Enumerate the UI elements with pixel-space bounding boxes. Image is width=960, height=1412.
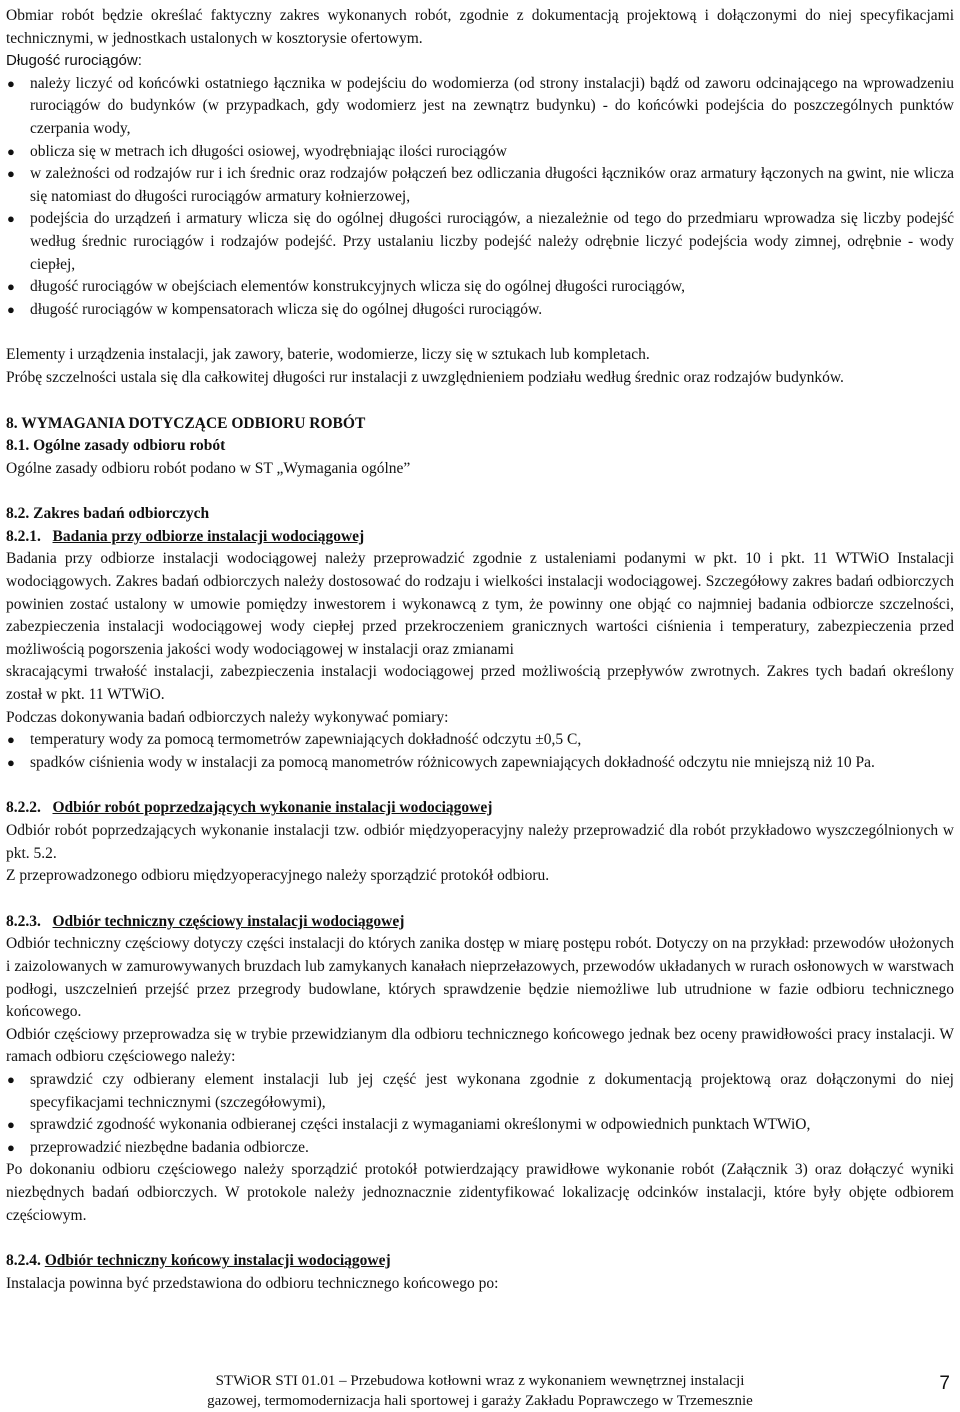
- list-item: ● długość rurociągów w kompensatorach wlicza się do ogólnej długości rurociągów.: [6, 299, 954, 322]
- section-8-2-4-text: Instalacja powinna być przedstawiona do odbioru technicznego końcowego po:: [6, 1274, 499, 1292]
- length-heading: Długość rurociągów:: [6, 52, 142, 70]
- page-footer: [0, 1371, 960, 1411]
- bullet-dot-icon: ●: [7, 166, 15, 182]
- measurements-list: [6, 729, 954, 774]
- section-8-2-2-paragraph: Z przeprowadzonego odbioru międzyoperacyjnego należy sporządzić protokół odbioru.: [6, 867, 550, 885]
- section-8-2-heading: 8.2. Zakres badań odbiorczych: [6, 505, 210, 523]
- page-number: 7: [939, 1373, 950, 1394]
- section-8-1-text: Ogólne zasady odbioru robót podano w ST „Wymagania ogólne”: [6, 459, 411, 477]
- list-item: ● przeprowadzić niezbędne badania odbiorcze.: [6, 1137, 954, 1160]
- section-8-2-1-paragraph: Badania przy odbiorze instalacji wodociągowej należy przeprowadzić zgodnie z ustaleniami podanymi w pkt. 10 i pkt. 11 WTWiO Instalacji wodociągowych. Zakres badań odbiorczych należy dostosować do rodzaju i wielkości instalacji wodociągowej. Szczegółowy zakres badań odbiorczych powinien zostać ustalony w umowie pomiędzy inwestorem i wykonawcą z tym, że powinny one objąć co najmniej badania odbiorcze szczelności, zabezpieczenia instalacji wodociągowej wody ciepłej przed przekroczeniem granicznych wartości ciśnienia i temperatury, zabezpieczenia przed możliwością pogorszenia jakości wody wodociągowej w instalacji oraz zmianami: [6, 550, 954, 658]
- list-item: ● długość rurociągów w obejściach elementów konstrukcyjnych wlicza się do ogólnej długości rurociągów,: [6, 276, 954, 299]
- footer-line: gazowej, termomodernizacja hali sportowej i garaży Zakładu Poprawczego w Trzemesznie: [207, 1393, 753, 1409]
- list-item: ● temperatury wody za pomocą termometrów zapewniających dokładność odczytu ±0,5 C,: [6, 729, 954, 752]
- bullet-dot-icon: ●: [7, 732, 15, 748]
- list-item: ● w zależności od rodzajów rur i ich średnic oraz rodzajów połączeń bez odliczania długości łączników oraz armatury łączonych na gwint, nie wlicza się natomiast do długości rurociągów armatury kołnierzowej,: [7, 165, 954, 205]
- section-8-2-3-heading: 8.2.3. Odbiór techniczny częściowy instalacji wodociągowej: [6, 912, 405, 930]
- section-8-2-4-heading: 8.2.4. Odbiór techniczny końcowy instalacji wodociągowej: [6, 1252, 391, 1270]
- intro-paragraph: Obmiar robót będzie określać faktyczny zakres wykonanych robót, zgodnie z dokumentacją projektową i dołączonymi do niej specyfikacjami technicznymi, w jednostkach ustalonych w kosztorysie ofertowym.: [6, 7, 954, 47]
- section-8-heading: 8. WYMAGANIA DOTYCZĄCE ODBIORU ROBÓT: [6, 414, 366, 432]
- bullet-dot-icon: ●: [7, 211, 15, 227]
- section-8-2-3-after: Po dokonaniu odbioru częściowego należy sporządzić protokół potwierdzający prawidłowe wykonanie robót (Załącznik 3) oraz dołączyć wyniki niezbędnych badań odbiorczych. W protokole należy jednoznacznie zidentyfikować lokalizację odcinków instalacji, które były objęte odbiorem częściowym.: [6, 1161, 954, 1224]
- bullet-dot-icon: ●: [7, 75, 15, 91]
- list-item: ● należy liczyć od końcówki ostatniego łącznika w podejściu do wodomierza (od strony instalacji) bądź od zaworu odcinającego na wprowadzeniu rurociągów do budynków (w przypadkach, gdy wodomierz jest na zewnątrz budynku) - do końcówki podejścia do poszczególnych punktów czerpania wody,: [7, 74, 954, 137]
- section-8-2-3-paragraph: Odbiór częściowy przeprowadza się w trybie przewidzianym dla odbioru technicznego końcowego jednak bez oceny prawidłowości pracy instalacji. W ramach odbioru częściowego należy:: [6, 1025, 954, 1066]
- bullet-dot-icon: ●: [7, 301, 15, 317]
- bullet-dot-icon: ●: [7, 1117, 15, 1133]
- list-item: ● sprawdzić zgodność wykonania odbieranej części instalacji z wymaganiami określonymi w odpowiednich punktach WTWiO,: [6, 1114, 954, 1137]
- bullet-dot-icon: ●: [7, 279, 15, 295]
- section-8-2-2-paragraph: Odbiór robót poprzedzających wykonanie instalacji tzw. odbiór międzyoperacyjny należy przeprowadzić dla robót przykładowo wyszczególnionych w pkt. 5.2.: [6, 822, 954, 862]
- bullet-dot-icon: ●: [7, 143, 15, 159]
- section-8-2-2-heading: 8.2.2. Odbiór robót poprzedzających wykonanie instalacji wodociągowej: [6, 799, 493, 817]
- bullet-dot-icon: ●: [7, 1071, 15, 1087]
- section-8-2-1-paragraph: skracającymi trwałość instalacji, zabezpieczenia instalacji wodociągowej przed możliwością przepływów zwrotnych. Zakres tych badań określony został w pkt. 11 WTWiO.: [6, 663, 954, 704]
- section-8-2-1-paragraph: Podczas dokonywania badań odbiorczych należy wykonywać pomiary:: [6, 708, 449, 726]
- section-8-1-heading: 8.1. Ogólne zasady odbioru robót: [6, 437, 226, 455]
- list-item: ● podejścia do urządzeń i armatury wlicza się do ogólnej długości rurociągów, a niezależnie od tego do przedmiaru wprowadza się liczby podejść według średnic rurociągów i rodzajów podejść. Przy ustalaniu liczby podejść należy odrębnie liczyć podejścia wody zimnej, odrębnie - wody ciepłej,: [7, 210, 954, 273]
- section-8-2-3-paragraph: Odbiór techniczny częściowy dotyczy części instalacji do których zanika dostęp w miarę postępu robót. Dotyczy on na przykład: przewodów ułożonych i zaizolowanych w zamurowywanych bruzdach lub zamykanych kanałach nieprzełazowych, przewodów układanych w rurach osłonowych w warstwach podłogi, uszczelnień przejść przez przegrody budowlane, których sprawdzenie będzie niemożliwe lub utrudnione w fazie odbioru technicznego końcowego.: [6, 935, 954, 1021]
- footer-line: STWiOR STI 01.01 – Przebudowa kotłowni wraz z wykonaniem wewnętrznej instalacji: [215, 1373, 745, 1389]
- section-8-2-1-heading: 8.2.1. Badania przy odbiorze instalacji wodociągowej: [6, 527, 365, 545]
- bullet-dot-icon: ●: [7, 754, 15, 770]
- elements-paragraph: Elementy i urządzenia instalacji, jak zawory, baterie, wodomierze, liczy się w sztukach lub kompletach.: [6, 346, 650, 364]
- list-item: ● oblicza się w metrach ich długości osiowej, wyodrębniając ilości rurociągów: [6, 141, 954, 164]
- bullet-dot-icon: ●: [7, 1139, 15, 1155]
- list-item: ● spadków ciśnienia wody w instalacji za pomocą manometrów różnicowych zapewniających dokładność odczytu nie mniejszą niż 10 Pa.: [6, 752, 954, 775]
- length-rules-list: [6, 73, 954, 322]
- list-item: ● sprawdzić czy odbierany element instalacji lub jej część jest wykonana zgodnie z dokumentacją projektową oraz dołączonymi do niej specyfikacjami technicznymi (szczegółowymi),: [7, 1070, 954, 1111]
- pressure-test-paragraph: Próbę szczelności ustala się dla całkowitej długości rur instalacji z uwzględnieniem podziału według średnic oraz rodzajów budynków.: [6, 368, 844, 386]
- partial-acceptance-list: [6, 1069, 954, 1159]
